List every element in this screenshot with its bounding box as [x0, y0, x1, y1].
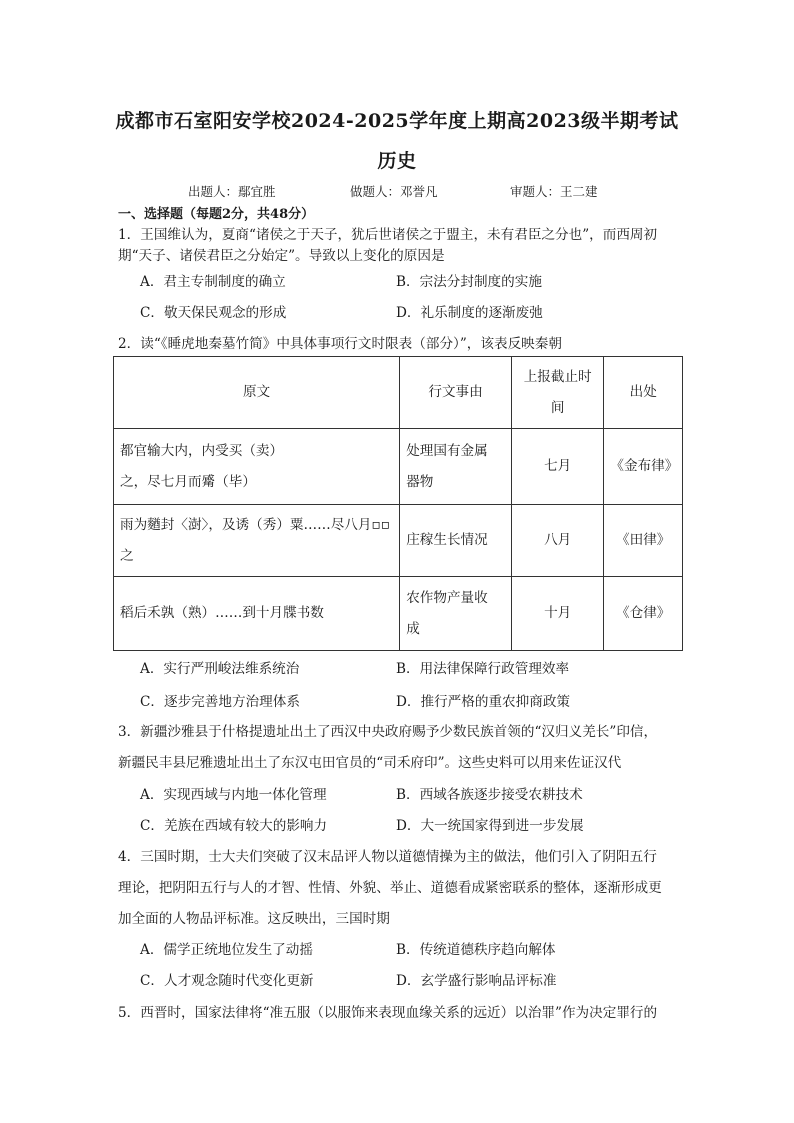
q4-stem-line3: 加全面的人物品评标准。这反映出，三国时期 — [118, 911, 390, 927]
q1-option-d: D．礼乐制度的逐渐废弛 — [396, 305, 543, 321]
cell-source: 《金布律》 — [604, 429, 683, 505]
q4-stem-line2: 理论，把阴阳五行与人的才智、性情、外貌、举止、道德看成紧密联系的整体，逐渐形成更 — [118, 880, 662, 896]
cell-reason: 庄稼生长情况 — [400, 505, 512, 577]
q2-option-b: B．用法律保障行政管理效率 — [396, 661, 570, 677]
q5-stem-line1: 5．西晋时，国家法律将“准五服（以服饰来表现血缘关系的远近）以治罪”作为决定罪行的 — [118, 1005, 658, 1021]
header-source: 出处 — [604, 357, 683, 429]
cell-original-text: 都官输大内，内受买（卖） 之，尽七月而觱（毕） — [114, 429, 400, 505]
q4-option-d: D．玄学盛行影响品评标准 — [396, 973, 557, 989]
header-deadline: 上报截止时 间 — [511, 357, 603, 429]
q4-option-a: A．儒学正统地位发生了动摇 — [140, 942, 313, 958]
q3-stem-line2: 新疆民丰县尼雅遗址出土了东汉屯田官员的“司禾府印”。这些史料可以用来佐证汉代 — [118, 755, 622, 771]
cell-original-text: 稻后禾孰（熟）……到十月牒书数 — [114, 577, 400, 651]
exam-title: 成都市石室阳安学校2024-2025学年度上期高2023级半期考试 — [115, 110, 679, 132]
cell-source: 《仓律》 — [604, 577, 683, 651]
cell-original-text: 雨为𪍑封〈澍〉，及诱（秀）粟……尽八月▫▫ 之 — [114, 505, 400, 577]
cell-reason: 农作物产量收 成 — [400, 577, 512, 651]
q1-stem-line2: 期“天子、诸侯君臣之分始定”。导致以上变化的原因是 — [118, 248, 445, 264]
subject-title: 历史 — [377, 150, 417, 172]
q2-stem-line1: 2．读“《睡虎地秦墓竹简》中具体事项行文时限表（部分）”，该表反映秦朝 — [118, 336, 562, 352]
q1-option-c: C．敬天保民观念的形成 — [140, 305, 287, 321]
q1-option-b: B．宗法分封制度的实施 — [396, 274, 542, 290]
cell-deadline: 十月 — [511, 577, 603, 651]
cell-deadline: 七月 — [511, 429, 603, 505]
q4-option-b: B．传统道德秩序趋向解体 — [396, 942, 556, 958]
cell-source: 《田律》 — [604, 505, 683, 577]
reviewer: 审题人：王二建 — [510, 184, 598, 199]
header-reason: 行文事由 — [400, 357, 512, 429]
cell-reason: 处理国有金属 器物 — [400, 429, 512, 505]
table-row — [114, 505, 683, 577]
proofreader: 做题人：邓誉凡 — [350, 184, 438, 199]
q3-option-d: D．大一统国家得到进一步发展 — [396, 818, 584, 834]
q3-option-a: A．实现西域与内地一体化管理 — [140, 787, 327, 803]
q1-option-a: A．君主专制制度的确立 — [140, 274, 286, 290]
cell-deadline: 八月 — [511, 505, 603, 577]
q4-stem-line1: 4．三国时期，士大夫们突破了汉末品评人物以道德情操为主的做法，他们引入了阴阳五行 — [118, 849, 657, 865]
q2-option-d: D．推行严格的重农抑商政策 — [396, 694, 571, 710]
q3-stem-line1: 3．新疆沙雅县于什格提遗址出土了西汉中央政府赐予少数民族首领的“汉归义羌长”印信， — [118, 724, 658, 740]
table-header-row — [114, 357, 683, 429]
q3-option-b: B．西域各族逐步接受农耕技术 — [396, 787, 583, 803]
q4-option-c: C．人才观念随时代变化更新 — [140, 973, 314, 989]
table-row — [114, 577, 683, 651]
header-original-text: 原文 — [114, 357, 400, 429]
q1-stem-line1: 1．王国维认为，夏商“诸侯之于天子，犹后世诸侯之于盟主，未有君臣之分也”，而西周初 — [118, 227, 658, 243]
q2-option-a: A．实行严刑峻法维系统治 — [140, 661, 300, 677]
deadline-table — [113, 356, 683, 651]
table-row — [114, 429, 683, 505]
q2-option-c: C．逐步完善地方治理体系 — [140, 694, 300, 710]
section-heading: 一、选择题（每题2分，共48分） — [118, 207, 315, 222]
author: 出题人：鄢宜胜 — [188, 184, 276, 199]
q3-option-c: C．羌族在西域有较大的影响力 — [140, 818, 328, 834]
